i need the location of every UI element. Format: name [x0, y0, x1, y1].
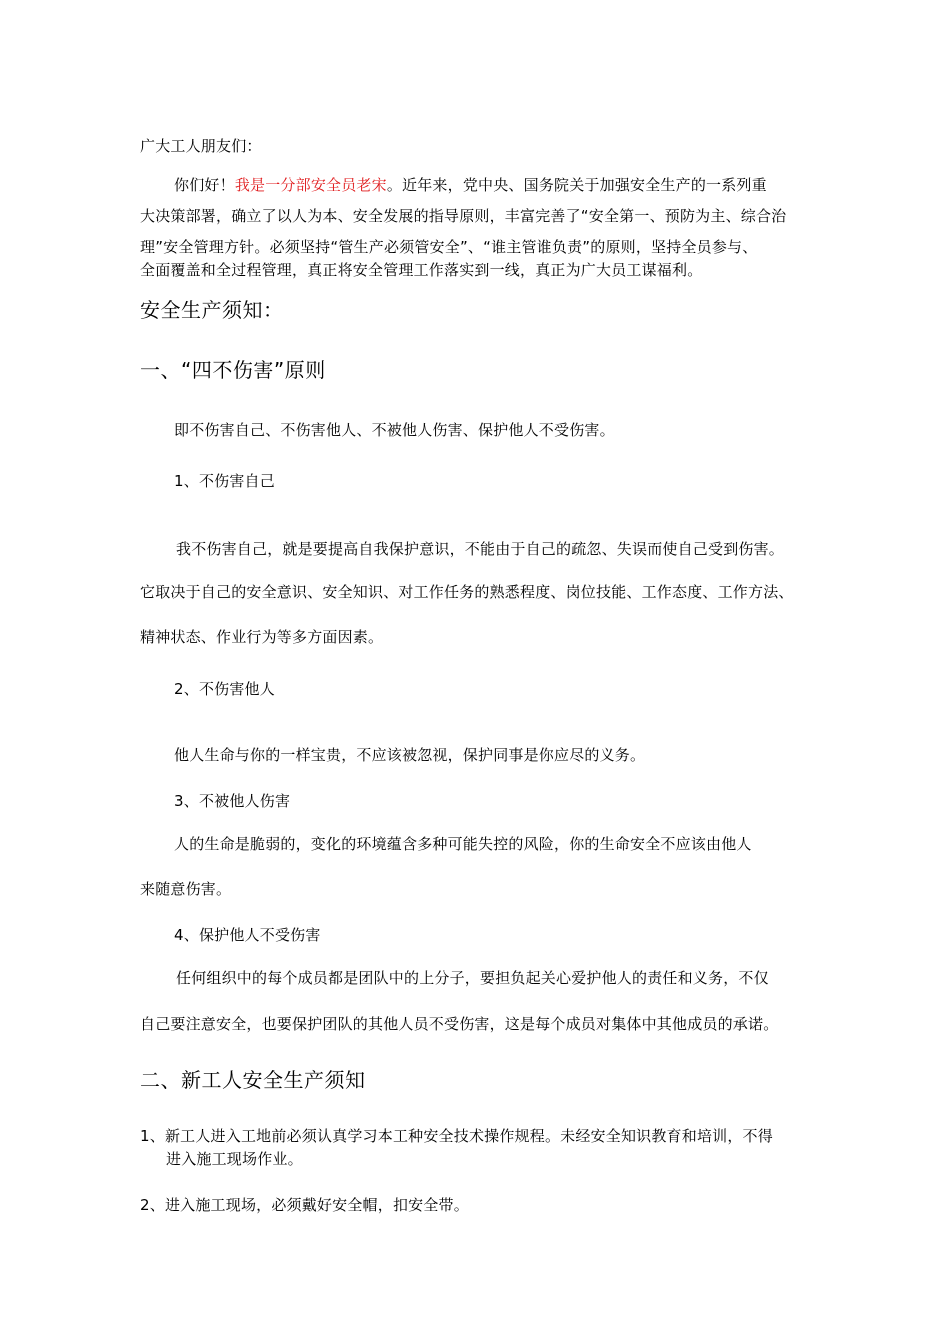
rule-1-line-1: 1、新工人进入工地前必须认真学习本工种安全技术操作规程。未经安全知识教育和培训，不得: [140, 1127, 773, 1145]
intro-line-4: 全面覆盖和全过程管理，真正将安全管理工作落实到一线，真正为广大员工谋福利。: [140, 261, 703, 279]
intro-opening: 你们好！: [174, 176, 235, 194]
section-1-heading: 一、“四不伤害”原则: [140, 358, 326, 382]
rule-2: 2、进入施工现场，必须戴好安全帽，扣安全带。: [140, 1196, 469, 1214]
greeting: 广大工人朋友们：: [140, 137, 262, 155]
intro-line-1-rest: 。近年来，党中央、国务院关于加强安全生产的一系列重: [386, 176, 767, 194]
item-3-line-2: 来随意伤害。: [140, 880, 232, 898]
section-1-summary: 即不伤害自己、不伤害他人、不被他人伤害、保护他人不受伤害。: [174, 421, 615, 439]
intro-line-1: [174, 175, 767, 195]
item-1-title: 1、不伤害自己: [174, 472, 275, 490]
item-4-line-2: 自己要注意安全，也要保护团队的其他人员不受伤害，这是每个成员对集体中其他成员的承诺。: [140, 1015, 779, 1033]
item-1-line-3: 精神状态、作业行为等多方面因素。: [140, 628, 384, 646]
item-3-title: 3、不被他人伤害: [174, 792, 291, 810]
intro-author-highlight: 我是一分部安全员老宋: [234, 176, 387, 194]
intro-line-2: 大决策部署，确立了以人为本、安全发展的指导原则，丰富完善了“安全第一、预防为主、综合治: [140, 207, 787, 225]
main-heading: 安全生产须知：: [140, 298, 284, 322]
item-4-title: 4、保护他人不受伤害: [174, 926, 321, 944]
item-2-title: 2、不伤害他人: [174, 680, 275, 698]
item-2-line-1: 他人生命与你的一样宝贵，不应该被忽视，保护同事是你应尽的义务。: [174, 746, 646, 764]
rule-1-line-2: 进入施工现场作业。: [166, 1150, 303, 1168]
item-3-line-1: 人的生命是脆弱的，变化的环境蕴含多种可能失控的风险，你的生命安全不应该由他人: [174, 835, 752, 853]
item-1-line-1: 我不伤害自己，就是要提高自我保护意识，不能由于自己的疏忽、失误而使自己受到伤害。: [176, 540, 785, 558]
item-1-line-2: 它取决于自己的安全意识、安全知识、对工作任务的熟悉程度、岗位技能、工作态度、工作方法、: [140, 583, 794, 601]
intro-line-3: 理”安全管理方针。必须坚持“管生产必须管安全”、“谁主管谁负责”的原则，坚持全员参与、: [140, 238, 758, 256]
item-4-line-1: 任何组织中的每个成员都是团队中的上分子，要担负起关心爱护他人的责任和义务，不仅: [176, 969, 769, 987]
section-2-heading: 二、新工人安全生产须知: [140, 1068, 366, 1092]
